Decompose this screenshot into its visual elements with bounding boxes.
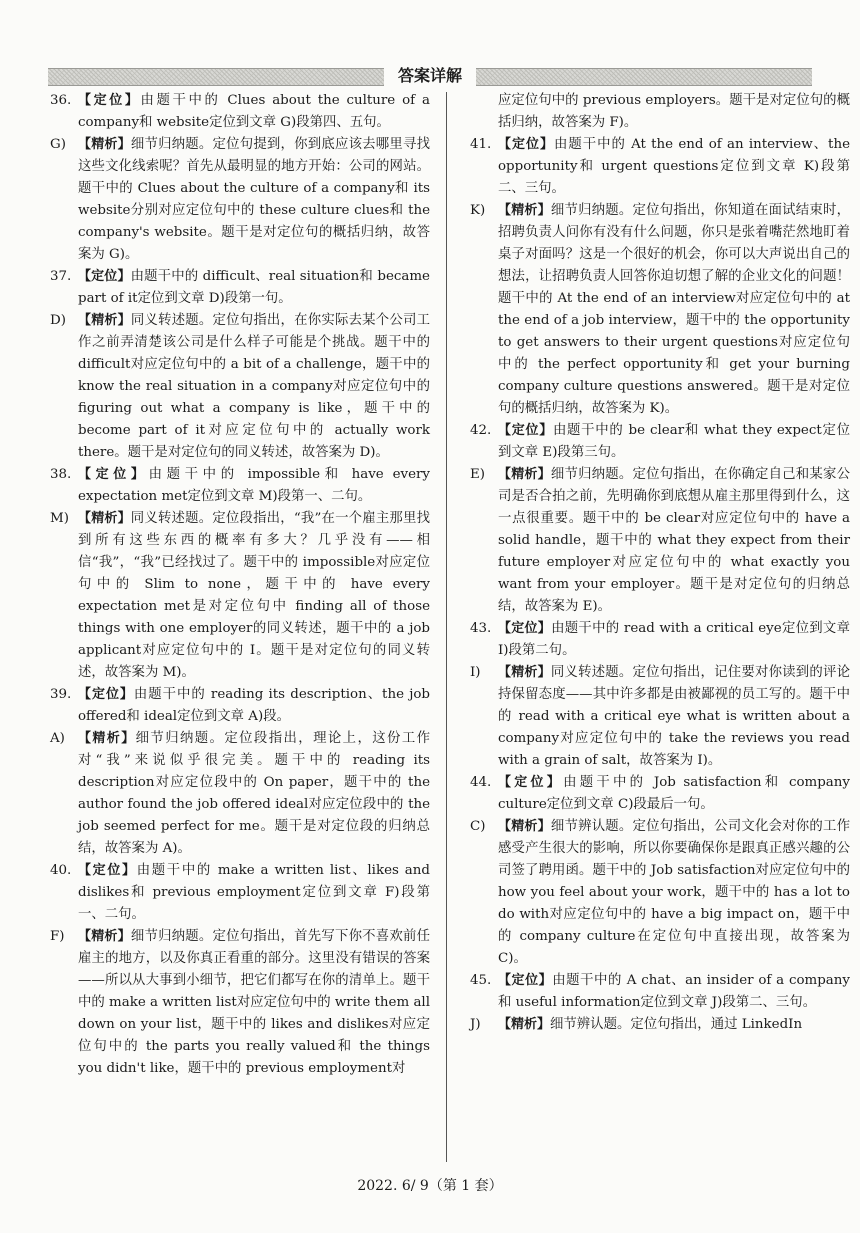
item-marker: 39. — [50, 687, 72, 702]
item-text: 由题干中的 Job satisfaction和 company culture定位到文章 C)段最后一句。 — [498, 775, 850, 812]
item-marker: K) — [470, 203, 486, 218]
item-text: 由题干中的 impossible和 have every expectation met定位到文章 M)段第一、二句。 — [78, 467, 430, 504]
answer-paragraph — [470, 420, 850, 464]
section-header — [48, 66, 812, 88]
answer-paragraph — [50, 860, 430, 926]
item-tag: 【精析】 — [78, 137, 131, 152]
item-tag: 【定位】 — [498, 621, 552, 636]
item-marker: 36. — [50, 93, 72, 108]
item-text: 细节归纳题。定位句指出，你知道在面试结束时，招聘负责人问你有没有什么问题，你只是张着嘴茫然地盯着桌子对面吗？这是一个很好的机会，你可以大声说出自己的想法，让招聘负责人回答你迫切想了解的企业文化的问题！题干中的 At the end of an interview对应定位句中的 at the end of a job interview，题干中的 the opportunity to get answers to their urgent questions对应定位句中的 the perfect opportunity和 get your burning company culture questions answered。题干是对定位句的概括归纳，故答案为 K)。 — [498, 203, 850, 416]
right-column — [470, 90, 850, 1036]
item-marker: 44. — [470, 775, 492, 790]
answer-paragraph — [470, 134, 850, 200]
item-marker: C) — [470, 819, 486, 834]
item-marker: J) — [470, 1017, 481, 1032]
answer-paragraph — [50, 266, 430, 310]
item-text: 由题干中的 At the end of an interview、the opportunity和 urgent questions定位到文章 K)段第二、三句。 — [498, 137, 850, 196]
item-marker: M) — [50, 511, 69, 526]
answer-paragraph — [50, 464, 430, 508]
item-marker: 43. — [470, 621, 492, 636]
answer-paragraph — [470, 618, 850, 662]
answer-paragraph — [470, 816, 850, 970]
item-tag: 【定位】 — [498, 775, 564, 790]
answer-paragraph — [470, 464, 850, 618]
item-tag: 【精析】 — [498, 203, 551, 218]
item-marker: F) — [50, 929, 65, 944]
header-title: 答案详解 — [397, 66, 462, 85]
column-divider — [446, 92, 447, 1162]
item-marker: 37. — [50, 269, 72, 284]
item-tag: 【精析】 — [498, 819, 551, 834]
item-tag: 【定位】 — [78, 93, 141, 108]
answer-paragraph — [470, 970, 850, 1014]
left-column — [50, 90, 430, 1080]
answer-paragraph — [50, 90, 430, 134]
item-marker: I) — [470, 665, 481, 680]
item-text: 细节归纳题。定位句指出，首先写下你不喜欢前任雇主的地方，以及你真正看重的部分。这里没有错误的答案——所以从大事到小细节，把它们都写在你的清单上。题干中的 make a written list对应定位句中的 write them all down on your list，题干中的 likes and dislikes对应定位句中的 the parts you really valued和 the things you didn't like，题干中的 previous employment对 — [78, 929, 430, 1076]
answer-paragraph — [50, 310, 430, 464]
item-tag: 【精析】 — [78, 511, 131, 526]
answer-paragraph — [50, 926, 430, 1080]
item-text: 由题干中的 make a written list、likes and dislikes和 previous employment定位到文章 F)段第一、二句。 — [78, 863, 430, 922]
answer-paragraph — [470, 1014, 850, 1036]
page-footer: 2022. 6/ 9（第 1 套） — [357, 1178, 503, 1194]
item-tag: 【精析】 — [78, 731, 136, 746]
item-tag: 【精析】 — [498, 467, 551, 482]
answer-paragraph — [470, 90, 850, 134]
header-rule-left — [48, 68, 384, 86]
answer-paragraph — [50, 684, 430, 728]
item-text: 同义转述题。定位句指出，在你实际去某个公司工作之前弄清楚该公司是什么样子可能是个挑战。题干中的 difficult对应定位句中的 a bit of a challenge，题干中的 know the real situation in a company对应定位句中的 figuring out what a company is like，题干中的 become part of it对应定位句中的 actually work there。题干是对定位句的同义转述，故答案为 D)。 — [78, 313, 430, 460]
item-text: 同义转述题。定位段指出，“我”在一个雇主那里找到所有这些东西的概率有多大？几乎没有——相信“我”，“我”已经找过了。题干中的 impossible对应定位句中的 Slim to none，题干中的 have every expectation met是对定位句中 finding all of those things with one employer的同义转述，题干中的 a job applicant对应定位句中的 I。题干是对定位句的同义转述，故答案为 M)。 — [78, 511, 430, 680]
item-marker: 38. — [50, 467, 72, 482]
item-marker: A) — [50, 731, 65, 746]
item-tag: 【定位】 — [498, 137, 554, 152]
item-text: 细节辨认题。定位句指出，公司文化会对你的工作感受产生很大的影响，所以你要确保你是跟真正感兴趣的公司签了聘用函。题干中的 Job satisfaction对应定位句中的 how you feel about your work，题干中的 has a lot to do with对应定位句中的 have a big impact on，题干中的 company culture在定位句中直接出现，故答案为 C)。 — [498, 819, 850, 966]
item-marker: 45. — [470, 973, 492, 988]
item-tag: 【定位】 — [78, 467, 149, 482]
item-tag: 【定位】 — [498, 973, 553, 988]
item-tag: 【精析】 — [498, 665, 551, 680]
item-text: 由题干中的 be clear和 what they expect定位到文章 E)段第三句。 — [498, 423, 850, 460]
answer-paragraph — [470, 772, 850, 816]
item-text: 由题干中的 Clues about the culture of a company和 website定位到文章 G)段第四、五句。 — [78, 93, 430, 130]
answer-paragraph — [470, 200, 850, 420]
item-marker: G) — [50, 137, 66, 152]
answer-paragraph — [470, 662, 850, 772]
item-tag: 【精析】 — [78, 929, 131, 944]
item-marker: D) — [50, 313, 66, 328]
item-text: 由题干中的 difficult、real situation和 became part of it定位到文章 D)段第一句。 — [78, 269, 430, 306]
answer-paragraph — [50, 134, 430, 266]
item-text: 由题干中的 A chat、an insider of a company和 useful information定位到文章 J)段第二、三句。 — [498, 973, 850, 1010]
item-text: 同义转述题。定位句指出，记住要对你读到的评论持保留态度——其中许多都是由被鄙视的员工写的。题干中的 read with a critical eye what is written about a company对应定位句中的 take the reviews you read with a grain of salt，故答案为 I)。 — [498, 665, 850, 768]
item-text: 由题干中的 read with a critical eye定位到文章 I)段第二句。 — [498, 621, 850, 658]
item-tag: 【定位】 — [78, 687, 134, 702]
item-tag: 【精析】 — [78, 313, 131, 328]
item-tag: 【定位】 — [78, 269, 131, 284]
answer-paragraph — [50, 728, 430, 860]
item-tag: 【定位】 — [78, 863, 137, 878]
item-text: 细节归纳题。定位句提到，你到底应该去哪里寻找这些文化线索呢？首先从最明显的地方开始：公司的网站。题干中的 Clues about the culture of a company和 its website分别对应定位句中的 these culture clues和 the company's website。题干是对定位句的概括归纳，故答案为 G)。 — [78, 137, 430, 262]
header-rule-right — [476, 68, 812, 86]
item-text: 细节归纳题。定位句指出，在你确定自己和某家公司是否合拍之前，先明确你到底想从雇主那里得到什么，这一点很重要。题干中的 be clear对应定位句中的 have a solid handle，题干中的 what they expect from their future employer对应定位句中的 what exactly you want from your employer。题干是对定位句的归纳总结，故答案为 E)。 — [498, 467, 850, 614]
item-text: 由题干中的 reading its description、the job offered和 ideal定位到文章 A)段。 — [78, 687, 430, 724]
item-marker: E) — [470, 467, 485, 482]
item-tag: 【精析】 — [498, 1017, 551, 1032]
item-text: 细节辨认题。定位句指出，通过 LinkedIn — [550, 1017, 803, 1032]
answer-paragraph — [50, 508, 430, 684]
item-marker: 42. — [470, 423, 492, 438]
item-text: 细节归纳题。定位段指出，理论上，这份工作对“我”来说似乎很完美。题干中的 reading its description对应定位段中的 On paper，题干中的 the author found the job offered ideal对应定位段中的 the job seemed perfect for me。题干是对定位段的归纳总结，故答案为 A)。 — [78, 731, 430, 856]
item-marker: 40. — [50, 863, 72, 878]
item-text: 应定位句中的 previous employers。题干是对定位句的概括归纳，故答案为 F)。 — [498, 93, 850, 130]
item-marker: 41. — [470, 137, 492, 152]
item-tag: 【定位】 — [498, 423, 553, 438]
